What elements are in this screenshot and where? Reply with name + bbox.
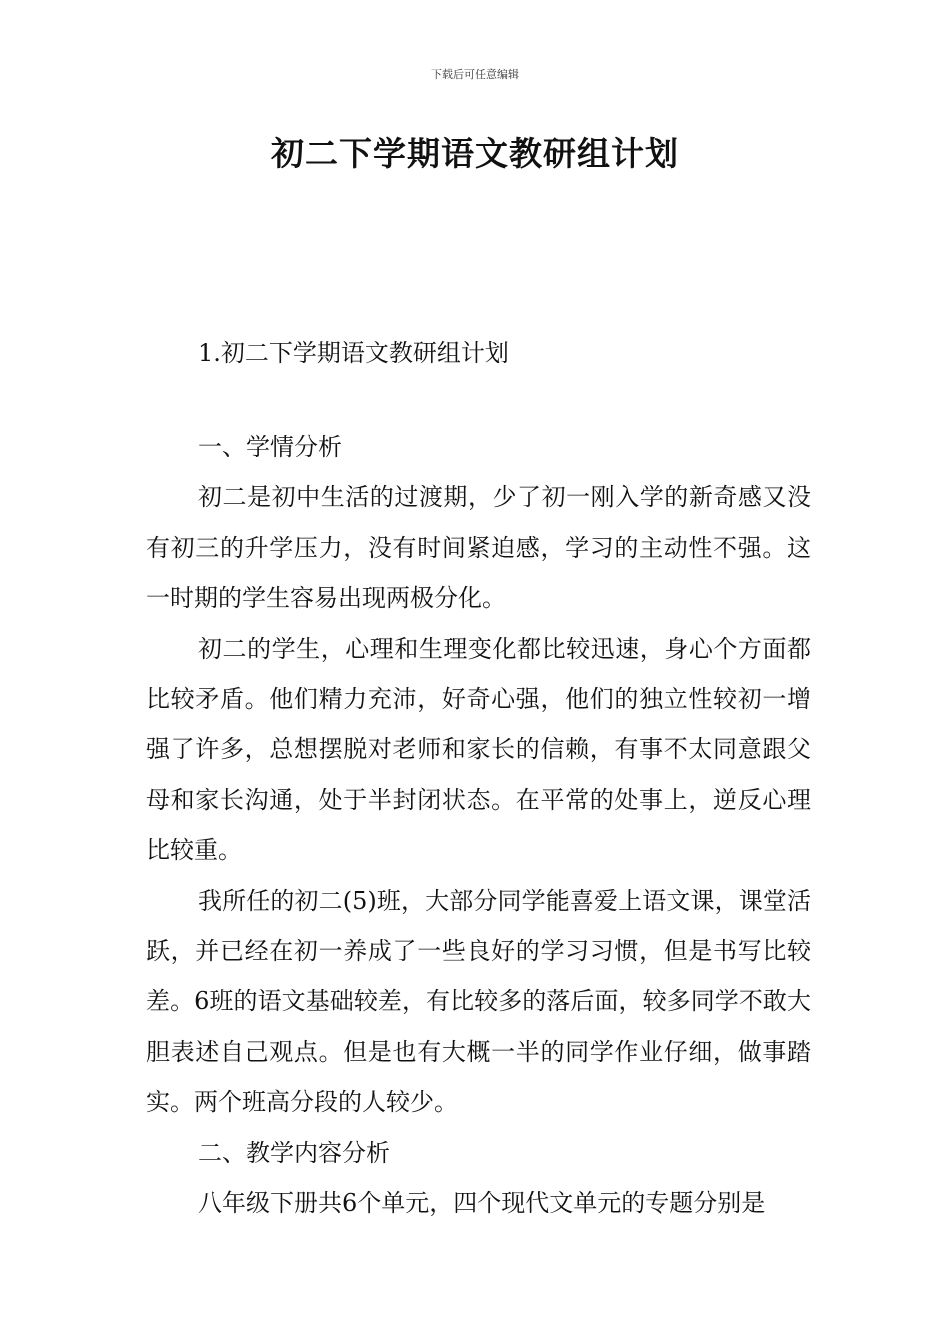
section-subtitle: 1.初二下学期语文教研组计划 — [198, 339, 509, 367]
paragraph-3: 我所任的初二(5)班，大部分同学能喜爱上语文课，课堂活跃，并已经在初一养成了一些良好的学习习惯，但是书写比较差。6班的语文基础较差，有比较多的落后面，较多同学不敢大胆表述自己观点。但是也有大概一半的同学作业仔细，做事踏实。两个班高分段的人较少。 — [146, 886, 811, 1117]
paragraph-2: 初二的学生，心理和生理变化都比较迅速，身心个方面都比较矛盾。他们精力充沛，好奇心强，他们的独立性较初一增强了许多，总想摆脱对老师和家长的信赖，有事不太同意跟父母和家长沟通，处于半封闭状态。在平常的处事上，逆反心理比较重。 — [146, 634, 811, 865]
paragraph-4: 八年级下册共6个单元，四个现代文单元的专题分别是 — [198, 1189, 766, 1218]
section-heading-1: 一、学情分析 — [198, 433, 342, 461]
document-title: 初二下学期语文教研组计划 — [271, 134, 679, 173]
header-note: 下载后可任意编辑 — [431, 68, 519, 81]
document-body — [146, 422, 811, 1229]
section-heading-2: 二、教学内容分析 — [198, 1138, 390, 1167]
paragraph-1: 初二是初中生活的过渡期，少了初一刚入学的新奇感又没有初三的升学压力，没有时间紧迫感，学习的主动性不强。这一时期的学生容易出现两极分化。 — [146, 483, 811, 613]
